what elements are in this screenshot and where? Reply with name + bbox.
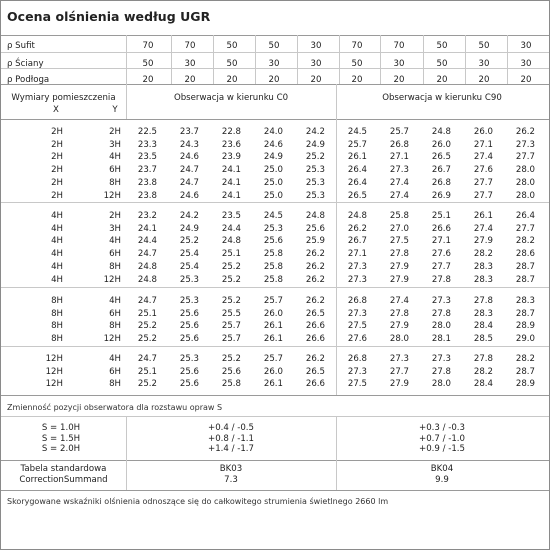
y-header: Y <box>112 105 118 115</box>
ugr-value: 28.2 <box>515 236 535 247</box>
ugr-value: 27.9 <box>389 321 409 332</box>
ugr-value: 28.2 <box>473 249 493 260</box>
ugr-value: 24.8 <box>221 236 241 247</box>
ugr-value: 23.6 <box>221 139 241 150</box>
row-x-value: 4H <box>51 274 63 285</box>
ugr-value: 23.3 <box>137 139 157 150</box>
c90-standard-table: BK04 <box>430 464 454 474</box>
ugr-value: 26.0 <box>263 308 283 319</box>
ugr-value: 23.7 <box>137 165 157 176</box>
row-x-value: 8H <box>51 334 63 345</box>
ugr-value: 25.6 <box>179 379 199 390</box>
ugr-value: 24.1 <box>221 190 241 201</box>
ugr-value: 26.8 <box>347 296 367 306</box>
row-x-value: 12H <box>45 366 63 377</box>
c0-variation-value: +0.8 / -1.1 <box>208 433 254 444</box>
ugr-value: 25.2 <box>137 379 157 390</box>
ugr-value: 25.5 <box>221 308 241 319</box>
ugr-value: 25.3 <box>263 223 283 234</box>
ugr-value: 25.7 <box>347 139 367 150</box>
ugr-value: 27.8 <box>431 274 451 285</box>
c90-variation-value: +0.9 / -1.5 <box>419 444 465 454</box>
room-dimensions-header: Wymiary pomieszczenia <box>11 93 116 103</box>
ugr-value: 27.4 <box>473 223 493 234</box>
ugr-value: 26.0 <box>431 139 451 150</box>
row-y-value: 12H <box>103 190 121 201</box>
row-x-value: 8H <box>51 296 63 306</box>
ugr-value: 26.1 <box>347 152 367 163</box>
ugr-value: 28.3 <box>515 296 535 306</box>
ugr-value: 28.0 <box>515 190 535 201</box>
row-y-value: 8H <box>109 261 121 272</box>
reflectance-value: 30 <box>310 41 322 51</box>
ugr-value: 25.8 <box>263 261 283 272</box>
ugr-value: 25.2 <box>305 152 325 163</box>
ugr-value: 25.2 <box>137 334 157 345</box>
ugr-value: 27.3 <box>347 366 367 377</box>
reflectance-value: 20 <box>268 75 280 85</box>
x-header: X <box>53 105 59 115</box>
ugr-value: 24.3 <box>179 139 199 150</box>
ugr-value: 23.8 <box>137 177 157 188</box>
table-divider <box>1 202 549 203</box>
ugr-value: 28.7 <box>515 261 535 272</box>
variation-divider <box>1 460 549 461</box>
ugr-value: 26.4 <box>347 165 367 176</box>
ugr-value: 25.7 <box>221 321 241 332</box>
row-x-value: 2H <box>51 139 63 150</box>
ugr-value: 25.6 <box>263 236 283 247</box>
row-x-value: 4H <box>51 223 63 234</box>
ugr-value: 27.5 <box>389 236 409 247</box>
ugr-value: 26.4 <box>515 211 535 221</box>
ugr-value: 26.8 <box>347 354 367 364</box>
row-y-value: 4H <box>109 354 121 364</box>
ugr-value: 23.2 <box>137 211 157 221</box>
row-x-value: 12H <box>45 354 63 364</box>
reflectance-value: 50 <box>436 59 448 69</box>
ugr-value: 23.5 <box>137 152 157 163</box>
ugr-value: 25.1 <box>137 366 157 377</box>
ugr-value: 26.6 <box>305 334 325 345</box>
ugr-value: 25.6 <box>179 334 199 345</box>
ugr-value: 25.4 <box>179 249 199 260</box>
reflectance-value: 20 <box>310 75 322 85</box>
ugr-value: 25.1 <box>137 308 157 319</box>
ugr-value: 25.3 <box>179 354 199 364</box>
ugr-value: 24.0 <box>263 127 283 137</box>
ugr-value: 24.1 <box>137 223 157 234</box>
ugr-value: 24.7 <box>137 249 157 260</box>
ugr-value: 26.5 <box>431 152 451 163</box>
ugr-value: 28.0 <box>389 334 409 345</box>
row-y-value: 6H <box>109 308 121 319</box>
ugr-value: 24.9 <box>263 152 283 163</box>
reflectance-label: ρ Sufit <box>7 41 35 51</box>
ugr-value: 24.8 <box>347 211 367 221</box>
ugr-value: 26.7 <box>431 165 451 176</box>
ugr-value: 28.7 <box>515 366 535 377</box>
c0-variation-value: +0.4 / -0.5 <box>208 423 254 433</box>
ugr-value: 25.7 <box>221 334 241 345</box>
reflectance-value: 20 <box>520 75 532 85</box>
row-x-value: 12H <box>45 379 63 390</box>
ugr-value: 27.7 <box>515 223 535 234</box>
ugr-value: 25.6 <box>221 366 241 377</box>
ugr-value: 25.1 <box>221 249 241 260</box>
spacing-label: S = 1.5H <box>41 433 81 444</box>
c0-variation-value: +1.4 / -1.7 <box>208 444 254 454</box>
ugr-value: 26.4 <box>347 177 367 188</box>
ugr-value: 23.5 <box>221 211 241 221</box>
ugr-value: 25.2 <box>179 236 199 247</box>
ugr-value: 27.7 <box>473 177 493 188</box>
ugr-value: 28.3 <box>473 261 493 272</box>
ugr-value: 26.2 <box>305 354 325 364</box>
ugr-value: 26.6 <box>431 223 451 234</box>
row-y-value: 12H <box>103 274 121 285</box>
reflectance-value: 30 <box>520 41 532 51</box>
reflectance-value: 70 <box>393 41 405 51</box>
ugr-value: 26.2 <box>305 296 325 306</box>
ugr-value: 28.0 <box>515 165 535 176</box>
row-y-value: 6H <box>109 366 121 377</box>
header-divider <box>1 119 549 120</box>
reflectance-value: 50 <box>351 59 363 69</box>
reflectance-value: 20 <box>393 75 405 85</box>
ugr-value: 27.3 <box>515 139 535 150</box>
c0-standard-table: BK03 <box>219 464 243 474</box>
ugr-value: 24.4 <box>137 236 157 247</box>
ugr-value: 25.8 <box>263 249 283 260</box>
ugr-value: 27.7 <box>473 190 493 201</box>
ugr-value: 26.7 <box>347 236 367 247</box>
row-x-value: 4H <box>51 211 63 221</box>
ugr-value: 25.3 <box>305 190 325 201</box>
row-y-value: 2H <box>109 127 121 137</box>
reflectance-value: 30 <box>520 59 532 69</box>
ugr-value: 27.8 <box>473 354 493 364</box>
page-title: Ocena olśnienia według UGR <box>7 9 211 24</box>
ugr-value: 26.2 <box>305 261 325 272</box>
reflectance-value: 20 <box>226 75 238 85</box>
reflectance-value: 20 <box>478 75 490 85</box>
ugr-value: 25.0 <box>263 177 283 188</box>
ugr-value: 25.6 <box>179 366 199 377</box>
ugr-value: 26.8 <box>389 139 409 150</box>
ugr-value: 24.2 <box>305 127 325 137</box>
ugr-value: 27.6 <box>347 334 367 345</box>
reflectance-value: 20 <box>436 75 448 85</box>
ugr-value: 24.7 <box>137 296 157 306</box>
ugr-value: 27.5 <box>347 379 367 390</box>
ugr-value: 23.9 <box>221 152 241 163</box>
ugr-value: 28.5 <box>473 334 493 345</box>
ugr-value: 25.2 <box>221 261 241 272</box>
ugr-value: 26.0 <box>473 127 493 137</box>
ugr-value: 27.8 <box>389 249 409 260</box>
reflectance-value: 20 <box>351 75 363 85</box>
row-y-value: 12H <box>103 334 121 345</box>
row-y-value: 4H <box>109 152 121 163</box>
c90-variation-value: +0.3 / -0.3 <box>419 423 465 433</box>
ugr-value: 27.3 <box>347 274 367 285</box>
ugr-value: 25.6 <box>305 223 325 234</box>
ugr-value: 22.8 <box>221 127 241 137</box>
variation-label: Zmienność pozycji obserwatora dla rozstawu opraw S <box>7 403 223 412</box>
row-x-value: 8H <box>51 308 63 319</box>
grid-bottom-divider <box>1 395 549 396</box>
reflectance-value: 30 <box>393 59 405 69</box>
ugr-value: 27.7 <box>515 152 535 163</box>
ugr-value: 28.1 <box>431 334 451 345</box>
ugr-value: 26.5 <box>347 190 367 201</box>
ugr-value: 27.3 <box>389 165 409 176</box>
ugr-value: 27.8 <box>431 366 451 377</box>
row-y-value: 3H <box>109 139 121 150</box>
ugr-value: 27.4 <box>473 152 493 163</box>
ugr-value: 25.0 <box>263 165 283 176</box>
ugr-value: 27.1 <box>347 249 367 260</box>
standard-table-label: Tabela standardowa <box>20 464 107 474</box>
ugr-value: 27.3 <box>347 261 367 272</box>
spacing-label: S = 1.0H <box>41 423 81 433</box>
ugr-value: 24.8 <box>305 211 325 221</box>
ugr-value: 26.0 <box>263 366 283 377</box>
ugr-value: 25.7 <box>263 354 283 364</box>
ugr-value: 27.0 <box>389 223 409 234</box>
ugr-value: 23.7 <box>179 127 199 137</box>
row-y-value: 2H <box>109 211 121 221</box>
ugr-value: 27.8 <box>473 296 493 306</box>
ugr-value: 24.7 <box>137 354 157 364</box>
table-divider <box>1 52 549 53</box>
ugr-value: 25.2 <box>221 354 241 364</box>
ugr-value: 28.4 <box>473 321 493 332</box>
ugr-value: 26.9 <box>431 190 451 201</box>
ugr-value: 26.2 <box>305 274 325 285</box>
ugr-value: 27.7 <box>431 261 451 272</box>
reflectance-value: 20 <box>184 75 196 85</box>
ugr-value: 26.6 <box>305 321 325 332</box>
ugr-value: 28.0 <box>431 379 451 390</box>
ugr-value: 24.7 <box>179 177 199 188</box>
reflectance-value: 30 <box>268 59 280 69</box>
ugr-value: 27.4 <box>389 177 409 188</box>
ugr-value: 24.5 <box>347 127 367 137</box>
ugr-value: 26.1 <box>473 211 493 221</box>
row-x-value: 8H <box>51 321 63 332</box>
ugr-value: 24.1 <box>221 165 241 176</box>
reflectance-value: 50 <box>268 41 280 51</box>
ugr-value: 27.3 <box>389 354 409 364</box>
ugr-value: 28.3 <box>473 308 493 319</box>
footnote: Skorygowane wskaźniki olśnienia odnoszące się do całkowitego strumienia świetlnego 2660 lm <box>7 497 389 506</box>
reflectance-value: 50 <box>436 41 448 51</box>
ugr-value: 23.8 <box>137 190 157 201</box>
ugr-value: 25.9 <box>305 236 325 247</box>
ugr-value: 25.3 <box>179 296 199 306</box>
table-divider <box>1 287 549 288</box>
ugr-value: 27.1 <box>473 139 493 150</box>
row-y-value: 3H <box>109 223 121 234</box>
ugr-value: 27.9 <box>389 261 409 272</box>
ugr-value: 27.1 <box>389 152 409 163</box>
ugr-value: 27.4 <box>389 190 409 201</box>
ugr-value: 25.8 <box>389 211 409 221</box>
ugr-value: 27.9 <box>389 274 409 285</box>
ugr-value: 25.3 <box>179 274 199 285</box>
ugr-value: 29.0 <box>515 334 535 345</box>
ugr-value: 28.0 <box>515 177 535 188</box>
ugr-value: 24.7 <box>179 165 199 176</box>
row-y-value: 6H <box>109 165 121 176</box>
column-divider-c0 <box>126 35 127 119</box>
ugr-value: 28.3 <box>473 274 493 285</box>
ugr-value: 28.2 <box>473 366 493 377</box>
ugr-value: 27.1 <box>431 236 451 247</box>
ugr-value: 25.3 <box>305 165 325 176</box>
row-y-value: 6H <box>109 249 121 260</box>
ugr-value: 26.6 <box>305 379 325 390</box>
ugr-value: 28.6 <box>515 249 535 260</box>
ugr-value: 26.8 <box>431 177 451 188</box>
row-x-value: 2H <box>51 127 63 137</box>
ugr-value: 24.4 <box>221 223 241 234</box>
ugr-value: 25.3 <box>305 177 325 188</box>
ugr-value: 26.1 <box>263 334 283 345</box>
ugr-value: 26.2 <box>305 249 325 260</box>
reflectance-value: 70 <box>142 41 154 51</box>
ugr-value: 26.5 <box>305 366 325 377</box>
ugr-value: 24.2 <box>179 211 199 221</box>
row-x-value: 2H <box>51 177 63 188</box>
ugr-value: 28.7 <box>515 308 535 319</box>
row-y-value: 4H <box>109 296 121 306</box>
reflectance-value: 20 <box>142 75 154 85</box>
ugr-value: 26.2 <box>347 223 367 234</box>
ugr-value: 24.8 <box>431 127 451 137</box>
ugr-value: 25.7 <box>263 296 283 306</box>
reflectance-value: 50 <box>226 41 238 51</box>
reflectance-value: 30 <box>478 59 490 69</box>
ugr-value: 25.4 <box>179 261 199 272</box>
row-y-value: 4H <box>109 236 121 247</box>
ugr-value: 27.8 <box>389 308 409 319</box>
ugr-value: 26.5 <box>305 308 325 319</box>
row-x-value: 4H <box>51 236 63 247</box>
ugr-value: 25.6 <box>179 321 199 332</box>
table-divider <box>1 346 549 347</box>
c90-correction-value: 9.9 <box>435 475 449 485</box>
ugr-value: 25.0 <box>263 190 283 201</box>
ugr-value: 27.3 <box>431 296 451 306</box>
ugr-value: 25.8 <box>263 274 283 285</box>
row-x-value: 2H <box>51 165 63 176</box>
ugr-value: 28.9 <box>515 379 535 390</box>
row-y-value: 8H <box>109 321 121 332</box>
c90-direction-header: Obserwacja w kierunku C90 <box>382 93 502 103</box>
ugr-value: 25.7 <box>389 127 409 137</box>
ugr-value: 26.2 <box>515 127 535 137</box>
row-y-value: 8H <box>109 177 121 188</box>
row-x-value: 2H <box>51 152 63 163</box>
reflectance-value: 30 <box>310 59 322 69</box>
ugr-value: 24.9 <box>305 139 325 150</box>
ugr-value: 24.6 <box>179 190 199 201</box>
row-y-value: 8H <box>109 379 121 390</box>
ugr-value: 24.8 <box>137 261 157 272</box>
ugr-value: 27.6 <box>473 165 493 176</box>
ugr-value: 24.9 <box>179 223 199 234</box>
ugr-value: 27.9 <box>389 379 409 390</box>
reflectance-value: 30 <box>184 59 196 69</box>
ugr-value: 27.7 <box>389 366 409 377</box>
reflectance-label: ρ Ściany <box>7 59 44 69</box>
title-divider <box>1 35 549 36</box>
reflectance-value: 70 <box>351 41 363 51</box>
ugr-value: 27.6 <box>431 249 451 260</box>
reflectance-label: ρ Podłoga <box>7 75 50 85</box>
ugr-value: 24.1 <box>221 177 241 188</box>
ugr-value: 24.6 <box>263 139 283 150</box>
row-x-value: 4H <box>51 261 63 272</box>
ugr-value: 25.8 <box>221 379 241 390</box>
ugr-value: 26.1 <box>263 321 283 332</box>
table-divider <box>1 416 549 417</box>
ugr-value: 24.6 <box>179 152 199 163</box>
correction-summand-label: CorrectionSummand <box>19 475 108 485</box>
ugr-value: 27.3 <box>347 308 367 319</box>
reflectance-value: 70 <box>184 41 196 51</box>
ugr-value: 25.2 <box>221 274 241 285</box>
row-x-value: 2H <box>51 190 63 201</box>
ugr-value: 25.2 <box>137 321 157 332</box>
ugr-value: 27.5 <box>347 321 367 332</box>
ugr-value: 26.1 <box>263 379 283 390</box>
row-x-value: 4H <box>51 249 63 260</box>
ugr-value: 28.7 <box>515 274 535 285</box>
ugr-value: 28.2 <box>515 354 535 364</box>
reflectance-value: 50 <box>478 41 490 51</box>
ugr-value: 27.8 <box>431 308 451 319</box>
c90-variation-value: +0.7 / -1.0 <box>419 433 465 444</box>
ugr-value: 25.2 <box>221 296 241 306</box>
reflectance-value: 50 <box>142 59 154 69</box>
ugr-value: 22.5 <box>137 127 157 137</box>
c0-correction-value: 7.3 <box>224 475 238 485</box>
ugr-value: 28.4 <box>473 379 493 390</box>
ugr-value: 28.9 <box>515 321 535 332</box>
ugr-value: 24.5 <box>263 211 283 221</box>
c0-direction-header: Obserwacja w kierunku C0 <box>173 93 289 103</box>
ugr-value: 28.0 <box>431 321 451 332</box>
ugr-value: 24.8 <box>137 274 157 285</box>
standard-table-divider <box>1 490 549 491</box>
ugr-value: 27.3 <box>431 354 451 364</box>
ugr-value: 25.1 <box>431 211 451 221</box>
reflectance-value: 50 <box>226 59 238 69</box>
ugr-value: 27.4 <box>389 296 409 306</box>
ugr-value: 25.6 <box>179 308 199 319</box>
ugr-value: 27.9 <box>473 236 493 247</box>
spacing-label: S = 2.0H <box>41 444 81 454</box>
